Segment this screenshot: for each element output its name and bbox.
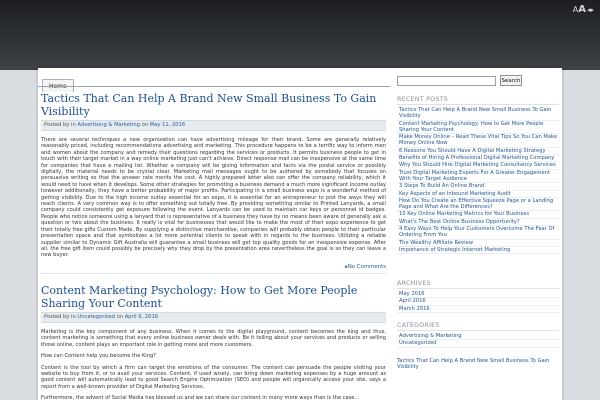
main-content [38,68,390,400]
category-link[interactable]: Advertising & Marketing [397,333,559,340]
archives-list [397,291,559,313]
post-body [41,137,386,259]
widget-title: ARCHIVES [397,279,559,289]
post-category-link[interactable]: Uncategorized [77,314,115,320]
post-date-link[interactable]: May 11, 2016 [149,122,186,128]
recent-post-link[interactable]: Benefits of Hiring A Professional Digital Marketing Company [397,155,559,162]
recent-post-link[interactable]: Tactics That Can Help A Brand New Small Business To Gain Visibility [397,107,559,121]
post-body [41,329,386,400]
font-reset-icon[interactable]: ◂▸ [586,6,594,14]
post-date-link[interactable]: April 6, 2016 [124,314,159,320]
page-container [38,68,562,400]
recent-post-link[interactable]: The Wealthy Affiliate Review [397,240,559,247]
category-link[interactable]: Uncategorized [397,340,559,347]
post-meta [41,312,386,323]
post-title[interactable]: Content Marketing Psychology: How to Get More People Sharing Your Content [41,284,358,310]
recent-post-link[interactable]: Why You Should Hire Digital Marketing Consultancy Services [397,162,559,169]
search-button[interactable]: Search [500,75,522,86]
archives-widget [397,279,559,313]
recent-post-link[interactable]: Content Marketing Psychology: How to Get More People Sharing Your Content [397,121,559,135]
categories-list [397,333,559,348]
post-category-link[interactable]: Advertising & Marketing [77,122,140,128]
recent-post-link[interactable]: Trust Digital Marketing Experts For A Greater Engagement With Your Target Audience [397,170,559,184]
post-paragraph: How can Content help you become the King? [41,353,156,360]
comment-icon: ▪ [344,263,348,270]
recent-post-link[interactable]: 10 Key Online Marketing Metrics for Your Business [397,211,559,218]
widget-title: RECENT POSTS [397,95,559,105]
post [41,92,386,274]
font-size-tools [573,4,594,15]
recent-post-link[interactable]: Make Money Online – Read These Vital Tips So You Can Make Money Online Now [399,134,558,147]
post-paragraph: Marketing is the key component of any business. When it comes to the digital playground, content becomes the king and thus, content marketing is something that every online business owner deals with. Be it telling about your services and products or selling those online, content plays an important role in getting more and more customers. [41,329,386,348]
nav-divider [38,86,390,87]
font-decrease-button[interactable]: A [572,5,579,14]
post-title[interactable]: Tactics That Can Help A Brand New Small Business To Gain Visibility [41,92,377,118]
comments-label[interactable]: No Comments [347,263,386,270]
recent-post-link[interactable]: 6 Reasons You Should Have A Digital Marketing Strategy [397,148,559,155]
font-increase-button[interactable]: A [578,4,586,15]
categories-widget [397,321,559,348]
post-paragraph: There are several techniques a new organization can have advertising mileage for their brand. Some are generally relatively reasonably priced, including recommendations advertising and marketing. This procedure happens to be a terrific way to inform men and women about the company and remedy their questions regarding the services or products. It permits business people to get in touch with their target market in a way online marketing just can't achieve. Direct response mail can be inexpensive at the same time for companies that have a mailing list. Whether a company will be giving information and facts via the postal service or possibly digitally, the material needs to be crystal clear. Marketing mail messages ought to be authored by somebody that focuses on persuasive writing so that the answer rate merits the cost. A highly prepared letter also can offer the company reliability, which it would need to have when it develops. Some other strategies for promoting a business demand a much more significant income outlay however additionally, they have a better probability of major profits. Participating in a small business expo is a wonderful method of getting visibility. Due to the high income outlay essential for an expo, it is essential for an entrepreneur to plot the ways they will reach clients. A very common way is to offer something out totally free. By providing something similar to Printed Lanyards, a small company could consistently get exposure following the event. Lanyards can be used to maintain car keys or personnel id badges. People who notice someone using a lanyard that is representative of a business they have by no means been aware of generally ask a question or two about the business. It really is vital for businesses that would like to make the most of their expo experience to get their totally free gifts Custom Made. By supplying a distinctive merchandise, companies will probably obtain people to their particular presentation space and that symbolizes a lot more potential clients to speak with in regards to the business. Utilizing a reliable supplier similar to Dynamic Gift Australia will guarantee a small business will get top quality goods for an inexpensive expense. After all, the free gift item could possibly be precisely why they drop by the presentation area nevertheless the goal is so they can leave a new buyer. [41,137,386,259]
site-header [0,0,600,70]
widget-title: CATEGORIES [397,321,559,331]
search-form [397,76,557,86]
nav-tabs [42,73,74,87]
meta-on: on [114,314,125,320]
post-meta [41,120,386,131]
recent-post-link[interactable]: How Do You Create an Effective Squeeze Page or a Landing Page and What Are the Differences? [397,198,559,212]
recent-post-link[interactable]: Key Aspects of an Inbound Marketing Audit [397,191,559,198]
meta-prefix: Posted by in [44,122,78,128]
recent-posts-list [397,107,559,254]
comments-link[interactable] [41,264,386,270]
recent-post-link[interactable]: Importance of Strategic Internet Marketing [397,247,559,254]
meta-on: on [139,122,150,128]
recent-post-link[interactable]: What's The Best Online Business Opportunity? [397,219,559,226]
recent-post-link[interactable]: 4 Easy Ways To Help Your Customers Overcome The Fear Of Ordering From You [397,226,559,240]
meta-prefix: Posted by in [44,314,78,320]
recent-posts-widget [397,95,559,254]
recent-post-link[interactable]: 3 Steps To Build An Online Brand [397,183,559,190]
sidebar [397,68,562,400]
post-paragraph: Content is the tool by which a firm can target the emotions of the consumer. The content can persuade the people visiting your website to buy from it, or to avail your services. Content, if used wisely, can bring down marketing expenses by a huge amount as good content will automatically lead to good Search Engine Optimization (SEO) and people will organically access your site, says a report from a well-known provider of Digital Marketing Services. [41,364,386,390]
post-separator [41,273,386,274]
archive-link[interactable]: May 2016 [397,291,559,298]
text-widget-link[interactable]: Tactics That Can Help A Brand New Small Business To Gain Visibility [397,358,550,371]
archive-link[interactable]: March 2016 [397,306,559,313]
archive-link[interactable]: April 2016 [397,298,559,305]
post-paragraph: Furthermore, the advent of Social Media has blessed us and we can share our content in many more ways than is the case... [41,395,360,400]
search-input[interactable] [397,76,496,86]
post [41,284,386,400]
